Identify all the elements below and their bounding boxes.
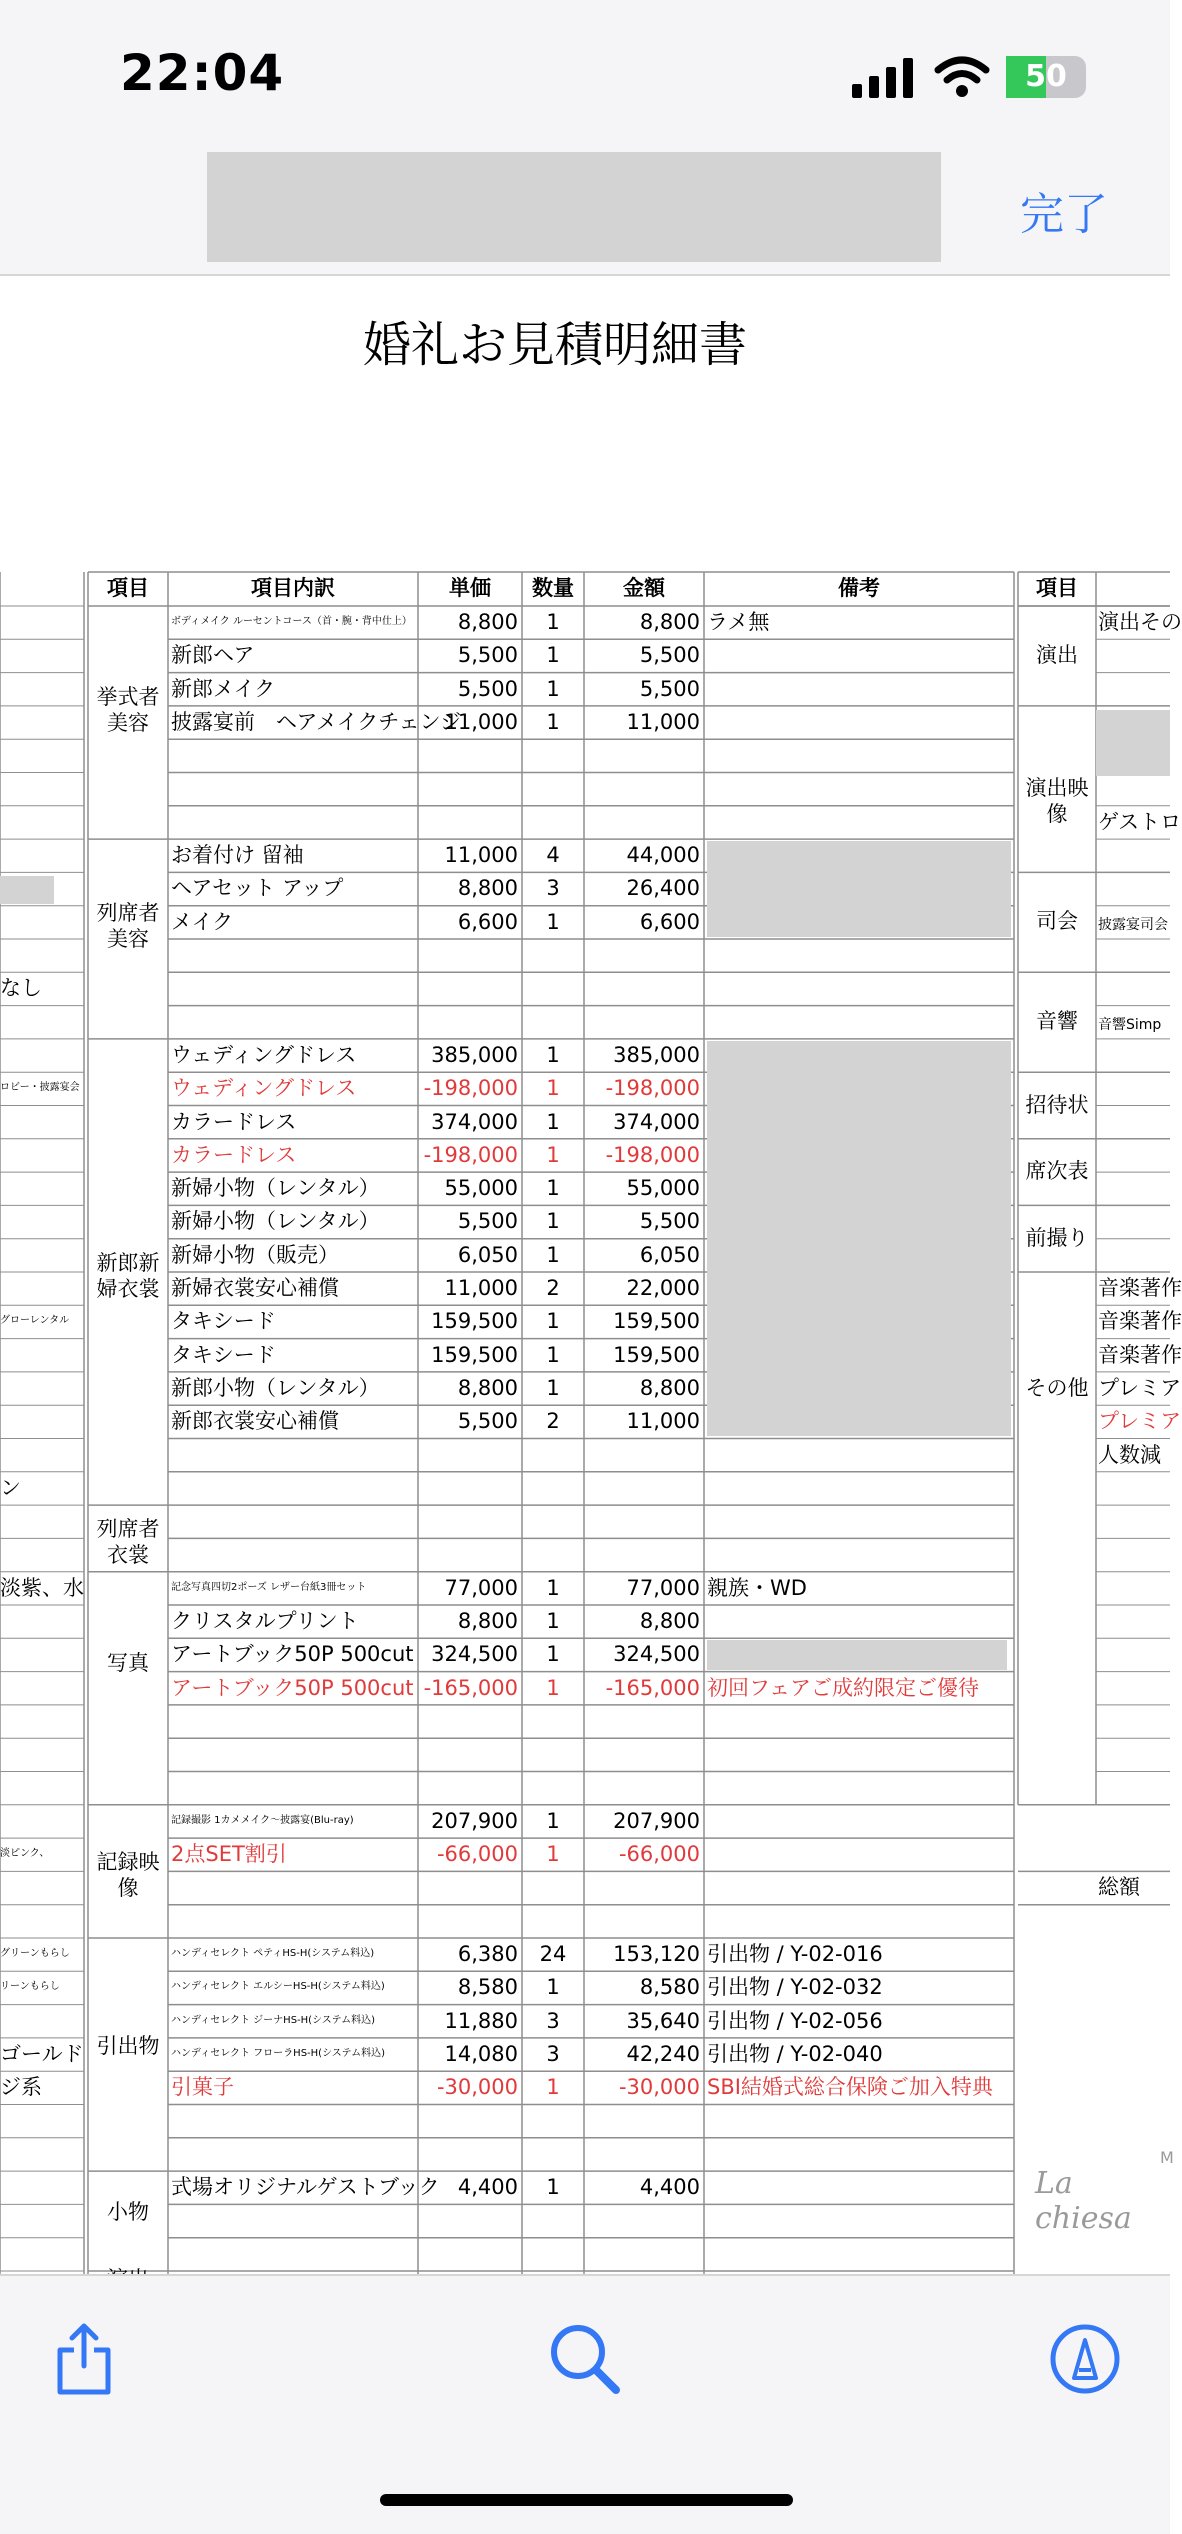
row-note: 初回フェアご成約限定ご優待 [707,1675,979,1700]
row-unit-price: 5,500 [457,643,518,668]
row-unit-price: -30,000 [436,2075,518,2100]
row-amount: 55,000 [626,1176,700,1201]
row-qty: 1 [546,1176,560,1201]
row-item-name: タキシード [171,1309,276,1334]
row-amount: 5,500 [639,643,700,668]
section-label: 新郎新 婦衣裳 [96,1251,160,1301]
row-item-name: 新郎衣裳安心補償 [171,1409,339,1434]
row-unit-price: -198,000 [423,1076,518,1101]
row-unit-price: -165,000 [423,1675,518,1700]
row-qty: 1 [546,1109,560,1134]
row-unit-price: 11,000 [444,1276,518,1300]
section-label: 写真 [107,1650,149,1675]
right-category: 招待状 [1025,1092,1089,1117]
row-amount: 42,240 [626,2041,700,2066]
row-item-name: 2点SET割引 [171,1842,287,1867]
row-amount: 153,120 [613,1942,700,1966]
row-item-name: 披露宴前 ヘアメイクチェンジ [171,709,462,734]
row-qty: 1 [546,1642,560,1667]
right-item: 総額 [1098,1875,1140,1900]
row-item-name: 新郎ヘア [171,643,255,668]
row-unit-price: 5,500 [457,1409,518,1434]
row-item-name: ハンディセレクト フローラHS-H(システム料込) [171,2047,385,2059]
right-item: プレミア [1098,1375,1182,1400]
left-fragment: グローレンタル [0,1315,70,1327]
right-category: 前撮り [1025,1225,1089,1250]
section-label: 列席者 衣裳 [96,1517,160,1568]
row-item-name: メイク [171,909,234,934]
row-amount: 8,800 [639,610,700,634]
row-amount: 159,500 [613,1309,700,1334]
header-qty: 数量 [532,576,574,600]
redacted-note [707,841,1011,937]
right-item: 音楽著作 [1098,1276,1182,1300]
row-note: 引出物 / Y-02-056 [707,2008,883,2033]
right-category: 音響 [1036,1009,1078,1034]
row-amount: -198,000 [605,1142,700,1167]
row-amount: -198,000 [605,1076,700,1101]
done-button[interactable]: 完了 [1020,189,1108,240]
header-unit-price: 単価 [449,576,491,600]
row-note: 引出物 / Y-02-032 [707,1975,883,2000]
row-amount: 11,000 [626,709,700,734]
row-item-name: ヘアセット アップ [171,876,344,901]
row-amount: 5,500 [639,1209,700,1234]
redacted-cell [1096,710,1170,777]
left-fragment: ゴールド [0,2041,84,2066]
row-unit-price: 6,380 [457,1942,518,1966]
page-title: 婚礼お見積明細書 [362,317,747,373]
row-amount: 22,000 [626,1276,700,1300]
row-amount: -30,000 [618,2075,700,2100]
row-unit-price: 159,500 [431,1342,518,1367]
header-item: 項目内訳 [251,576,335,600]
document-viewer[interactable] [0,276,1182,2274]
row-amount: -165,000 [605,1675,700,1700]
row-qty: 1 [546,909,560,934]
row-note: ラメ無 [707,610,770,634]
search-icon[interactable] [548,2322,622,2396]
wifi-icon [934,56,990,98]
row-amount: 159,500 [613,1342,700,1367]
row-unit-price: 324,500 [431,1642,518,1667]
right-item: 演出その [1098,610,1182,634]
row-unit-price: 6,600 [457,909,518,934]
row-note: 親族・WD [707,1575,807,1600]
row-unit-price: 8,580 [457,1975,518,2000]
row-item-name: ハンディセレクト ペティHS-H(システム料込) [171,1948,375,1959]
row-qty: 1 [546,709,560,734]
row-qty: 1 [546,1609,560,1633]
row-item-name: 式場オリジナルゲストブック [171,2175,440,2200]
watermark-logo: La chiesa [1035,2166,1132,2236]
right-item: 音響Simp [1098,1016,1162,1033]
header-category: 項目 [107,576,149,600]
row-item-name: 新婦小物（販売） [171,1242,339,1267]
row-qty: 1 [546,1342,560,1367]
row-unit-price: 8,800 [457,876,518,901]
row-qty: 1 [546,1375,560,1400]
left-fragment: グリーンもらし [0,1948,70,1959]
row-unit-price: 8,800 [457,1375,518,1400]
row-note: 引出物 / Y-02-016 [707,1942,883,1966]
header-amount: 金額 [623,576,665,600]
row-qty: 2 [546,1276,560,1300]
left-fragment: ロビー・披露宴会 [0,1082,80,1094]
row-qty: 1 [546,610,560,634]
row-item-name: 引菓子 [171,2075,234,2100]
row-unit-price: 385,000 [431,1042,518,1067]
row-qty: 3 [546,876,560,901]
row-amount: 77,000 [626,1575,700,1600]
row-unit-price: 8,800 [457,1609,518,1633]
row-qty: 4 [546,843,560,868]
row-unit-price: 4,400 [457,2175,518,2200]
row-qty: 1 [546,643,560,668]
row-amount: 35,640 [626,2008,700,2033]
section-label: 小物 [107,2200,149,2225]
row-qty: 1 [546,1242,560,1267]
left-fragment: ジ系 [0,2075,42,2100]
share-icon[interactable] [54,2322,114,2396]
row-unit-price: -66,000 [436,1842,518,1867]
row-qty: 1 [546,1842,560,1867]
row-qty: 1 [546,676,560,701]
row-unit-price: 77,000 [444,1575,518,1600]
row-item-name: アートブック50P 500cut [171,1642,414,1667]
redacted-cell [0,876,54,903]
right-item: 音楽著作 [1098,1309,1182,1334]
row-amount: 374,000 [613,1109,700,1134]
left-fragment: 淡ピンク、 [0,1848,50,1860]
row-amount: 44,000 [626,843,700,868]
row-amount: 207,900 [613,1808,700,1833]
row-amount: 385,000 [613,1042,700,1067]
row-item-name: 新婦衣裳安心補償 [171,1276,339,1300]
row-unit-price: 6,050 [457,1242,518,1267]
row-note: 引出物 / Y-02-040 [707,2041,883,2066]
row-qty: 1 [546,2075,560,2100]
markup-icon[interactable] [1048,2322,1122,2396]
section-label: 記録映 像 [96,1850,160,1901]
row-amount: 8,580 [639,1975,700,2000]
redacted-note [707,1640,1007,1669]
row-amount: 8,800 [639,1375,700,1400]
row-qty: 1 [546,2175,560,2200]
row-item-name: ハンディセレクト エルシーHS-H(システム料込) [171,1981,385,1993]
row-qty: 1 [546,1675,560,1700]
row-unit-price: 5,500 [457,676,518,701]
right-item: 音楽著作 [1098,1342,1182,1367]
section-label: 引出物 [96,2033,160,2058]
redacted-note [707,1041,1011,1437]
status-bar [0,0,1170,150]
row-item-name: ボディメイク ルーセントコース（首・腕・背中仕上） [171,616,412,627]
row-item-name: カラードレス [171,1142,297,1167]
row-qty: 3 [546,2041,560,2066]
row-item-name: クリスタルプリント [171,1609,359,1633]
watermark-mark: M [1160,2148,1174,2167]
row-item-name: 記録撮影 1カメメイク〜披露宴(Blu-ray) [171,1814,354,1826]
row-item-name: アートブック50P 500cut [171,1675,414,1700]
battery-level: 50 [1025,59,1067,94]
row-amount: 5,500 [639,676,700,701]
right-item: 披露宴司会 [1098,916,1168,933]
row-amount: 6,600 [639,909,700,934]
row-qty: 1 [546,1808,560,1833]
row-item-name: 新婦小物（レンタル） [171,1176,380,1201]
row-unit-price: 374,000 [431,1109,518,1134]
row-amount: 6,050 [639,1242,700,1267]
right-item: プレミア [1098,1409,1182,1434]
row-qty: 1 [546,1209,560,1234]
row-item-name: 新郎小物（レンタル） [171,1375,380,1400]
row-amount: 26,400 [626,876,700,901]
row-item-name: カラードレス [171,1109,297,1134]
row-unit-price: 11,000 [444,709,518,734]
right-category: 演出 [1036,642,1078,667]
row-item-name: ハンディセレクト ジーナHS-H(システム料込) [171,2014,375,2026]
right-item: ゲストロ [1098,809,1182,834]
right-category: 演出映 像 [1025,776,1089,827]
left-fragment: 淡紫、水 [0,1575,84,1600]
row-unit-price: 11,880 [444,2008,518,2033]
row-unit-price: 8,800 [457,610,518,634]
row-qty: 1 [546,1142,560,1167]
row-item-name: お着付け 留袖 [171,843,304,868]
right-header-category: 項目 [1036,576,1078,600]
home-indicator [380,2494,793,2506]
row-unit-price: 159,500 [431,1309,518,1334]
row-item-name: 記念写真四切2ポーズ レザー台紙3冊セット [171,1581,367,1593]
row-unit-price: 11,000 [444,843,518,868]
row-amount: 4,400 [639,2175,700,2200]
row-qty: 1 [546,1575,560,1600]
row-amount: 8,800 [639,1609,700,1633]
header-notes: 備考 [838,576,880,600]
row-amount: 11,000 [626,1409,700,1434]
cellular-signal-icon [852,58,916,98]
row-item-name: ウェディングドレス [171,1076,357,1101]
row-unit-price: 5,500 [457,1209,518,1234]
right-category: 司会 [1036,909,1078,934]
row-unit-price: 55,000 [444,1176,518,1201]
section-label: 挙式者 美容 [96,684,160,735]
left-fragment: ン [0,1475,21,1500]
row-qty: 3 [546,2008,560,2033]
row-qty: 2 [546,1409,560,1434]
row-unit-price: 207,900 [431,1808,518,1833]
left-fragment: なし [0,976,42,1001]
right-category: 席次表 [1025,1159,1089,1184]
row-qty: 1 [546,1076,560,1101]
battery-icon [1006,56,1086,98]
right-item: 人数減 [1098,1442,1161,1467]
row-item-name: ウェディングドレス [171,1042,357,1067]
redacted-filename [207,152,941,262]
row-qty: 1 [546,1042,560,1067]
status-time: 22:04 [120,44,285,102]
row-qty: 24 [539,1942,567,1966]
row-unit-price: -198,000 [423,1142,518,1167]
row-amount: 324,500 [613,1642,700,1667]
row-qty: 1 [546,1309,560,1334]
row-qty: 1 [546,1975,560,2000]
left-fragment: リーンもらし [0,1981,60,1993]
section-label: 列席者 美容 [96,901,160,952]
row-item-name: タキシード [171,1342,276,1367]
row-amount: -66,000 [618,1842,700,1867]
right-category: その他 [1025,1375,1089,1400]
row-note: SBI結婚式総合保険ご加入特典 [707,2075,993,2100]
row-unit-price: 14,080 [444,2041,518,2066]
row-item-name: 新郎メイク [171,676,276,701]
row-item-name: 新婦小物（レンタル） [171,1209,380,1234]
